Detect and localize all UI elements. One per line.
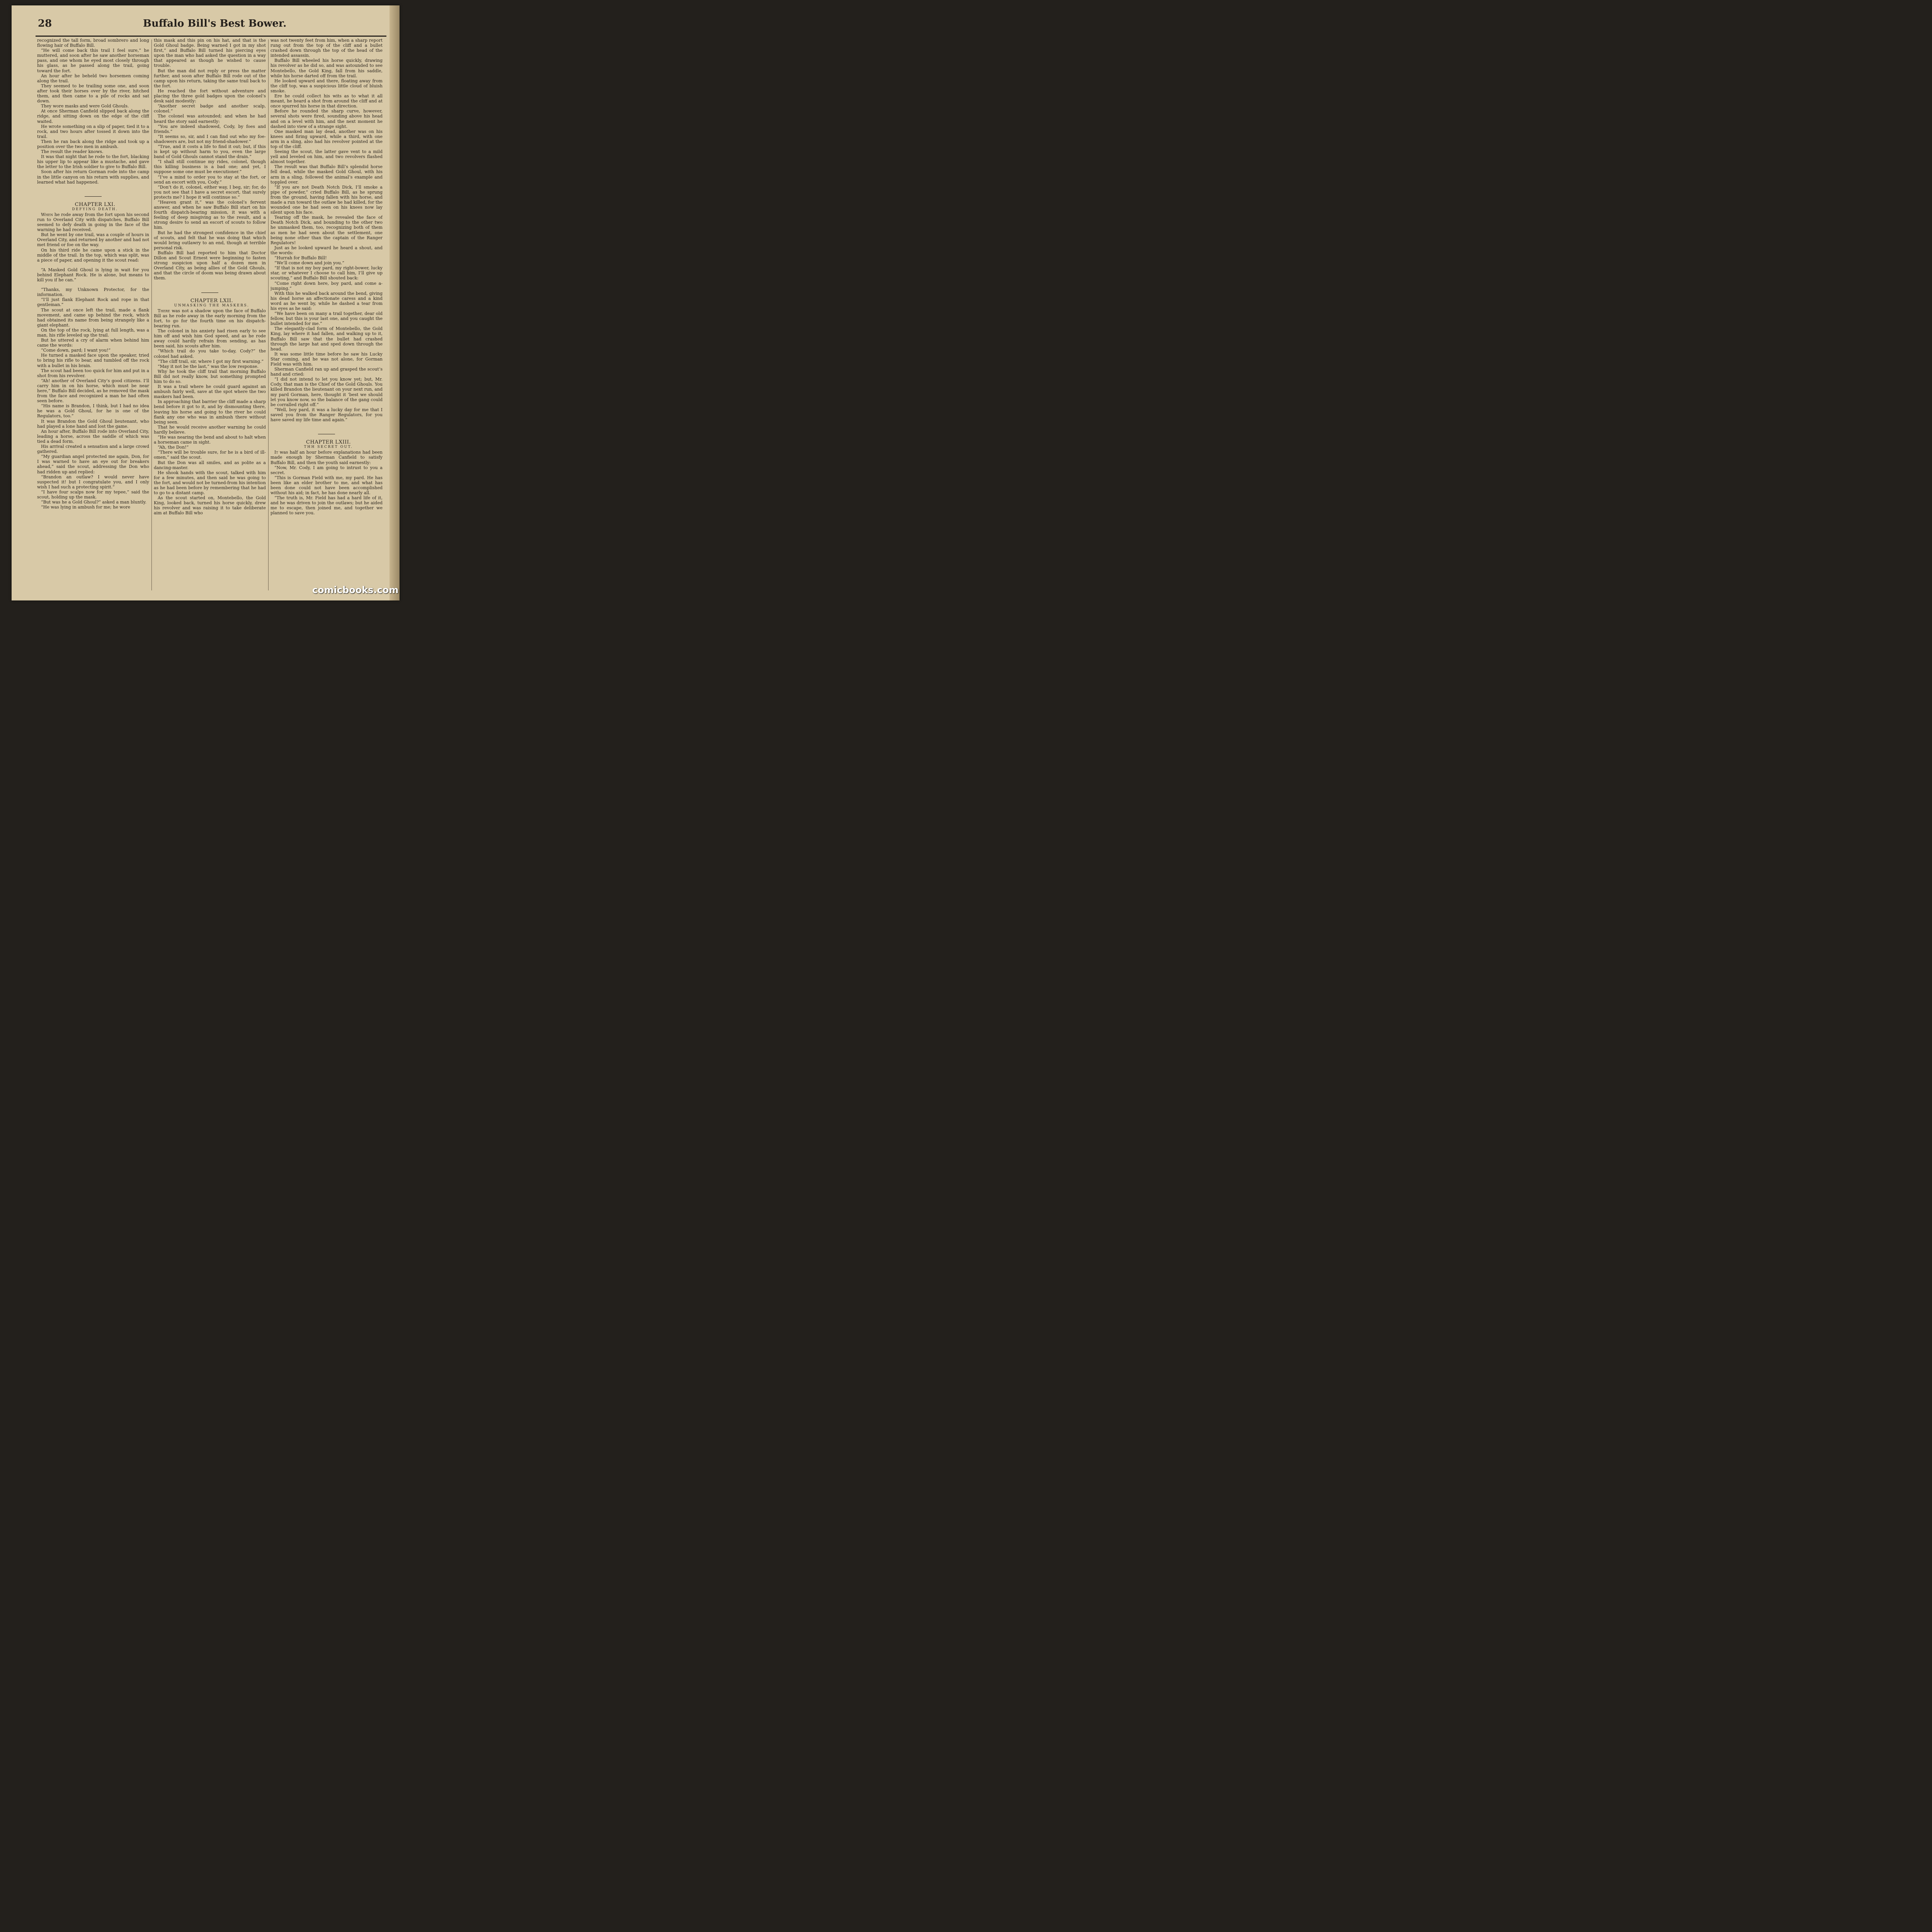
warning-note: “A Masked Gold Ghoul is lying in wait for you behind Elephant Rock. He is alone, but means to kill you if he can.” xyxy=(37,267,149,283)
paragraph: this mask and this pin on his hat, and that is the Gold Ghoul badge. Being warned I got in my shot first,” and Buffalo Bill turned his piercing eyes upon the man who had asked the question in a way that appeared as though he wished to cause trouble. xyxy=(154,38,266,68)
paragraph: recognized the tall form, broad sombrero and long flowing hair of Buffalo Bill. xyxy=(37,38,149,48)
magazine-page xyxy=(12,5,400,600)
paragraph: It was some little time before he saw his Lucky Star coming, and he was not alone, for Gorman Field was with him. xyxy=(270,351,383,367)
chapter-heading: CHAPTER LXII. xyxy=(190,298,233,304)
paragraph: They seemed to be trailing some one, and soon after took their horses over by the river, hitched them, and then came to a pile of rocks and sat down. xyxy=(37,83,149,104)
paragraph: “If you are not Death Notch Dick, I’ll smoke a pipe of powder,” cried Buffalo Bill, as he sprung from the ground, having fallen with his horse, and made a run toward the outlaw he had killed, for the wounded one he had seen on his knees now lay silent upon his face. xyxy=(270,184,383,215)
paragraph: On the top of the rock, lying at full length, was a man, his rifle leveled up the trail. xyxy=(37,327,149,338)
paragraph: Sherman Canfield ran up and grasped the scout’s hand and cried: xyxy=(270,367,383,377)
paragraph: “You are indeed shadowed, Cody, by foes and friends.” xyxy=(154,124,266,134)
paragraph: “Which trail do you take to-day, Cody?” the colonel had asked. xyxy=(154,349,266,359)
chapter-lead-paragraph xyxy=(270,450,383,465)
paragraph: The colonel was astounded; and when he had heard the story said earnestly: xyxy=(154,114,266,124)
paragraph: “It seems so, sir, and I can find out who my foe-shadowers are, but not my friend-shadower.” xyxy=(154,134,266,144)
chapter-lead-paragraph xyxy=(154,308,266,328)
paragraph: The scout had been too quick for him and put in a shot from his revolver. xyxy=(37,368,149,378)
paragraph: But the Don was all smiles, and as polite as a dancing-master. xyxy=(154,460,266,470)
chapter-subtitle: DEFYING DEATH. xyxy=(72,207,118,211)
paragraph-group xyxy=(37,232,149,263)
paragraph-group xyxy=(270,465,383,516)
paragraph: “He was nearing the bend and about to halt when a horseman came in sight. xyxy=(154,435,266,445)
paragraph: “We have been on many a trail together, dear old fellow, but this is your last one, and you caught the bullet intended for me.” xyxy=(270,311,383,327)
chapter-subtitle: UNMASKING THE MASKERS. xyxy=(174,303,250,308)
paragraph: “Don’t do it, colonel, either way, I beg, sir; for, do you not see that I have a secret escort, that surely protects me? I hope it will continue so.” xyxy=(154,184,266,200)
paragraph-group xyxy=(37,287,149,510)
paragraph: He shook hands with the scout, talked with him for a few minutes, and then said he was going to the fort, and would not be turned-from his intention as he had been before by remembering that he had to go to a distant camp. xyxy=(154,470,266,496)
paragraph: He turned a masked face upon the speaker, tried to bring his rifle to bear, and tumbled off the rock with a bullet in his brain. xyxy=(37,353,149,368)
paragraph: Why he took the cliff trail that morning Buffalo Bill did not really know, but something prompted him to do so. xyxy=(154,369,266,384)
lead-text: was half an hour before explanations had been made enough by Sherman Canfield to satisfy Buffalo Bill, and then the youth said earnestly: xyxy=(270,450,383,465)
chapter-heading: CHAPTER LXI. xyxy=(75,201,116,207)
paragraph: On his third ride he came upon a stick in the middle of the trail. In the top, which was split, was a piece of paper, and opening it the scout read: xyxy=(37,247,149,263)
paragraph: Tearing off the mask, he revealed the face of Death Notch Dick, and bounding to the other two he unmasked them, too, recognizing both of them as men he had seen about the settlement, one being none other than the captain of the Ranger Regulators! xyxy=(270,215,383,245)
paragraph: But he had the strongest confidence in the chief of scouts, and felt that he was doing that which would bring outlawry to an end, though at terrible personal risk. xyxy=(154,230,266,250)
lead-word: There xyxy=(158,308,170,313)
paragraph: “Ah, the Don!” xyxy=(158,445,189,450)
paragraph: But the man did not reply or press the matter further, and soon after Buffalo Bill rode out of the camp upon his return, taking the same trail back to the fort. xyxy=(154,68,266,88)
paragraph: He reached the fort without adventure and placing the three gold badges upon the colonel’s desk said modestly: xyxy=(154,88,266,104)
column-divider xyxy=(151,39,152,590)
paragraph: In approaching that barrier the cliff made a sharp bend before it got to it, and by dismounting there, leaving his horse and going to the river he could flank any one who was in ambush there without being seen. xyxy=(154,399,266,425)
running-title: Buffalo Bill's Best Bower. xyxy=(143,18,287,29)
paragraph: “This is Gorman Field with me, my pard. He has been like an elder brother to me, and what has been done could not have been accomplished without his aid; in fact, he has done nearly all. xyxy=(270,475,383,496)
paragraph-group xyxy=(154,38,266,281)
paragraph: “Brandon an outlaw? I would never have suspected it! but I congratulate you, and I only wish I had such a protecting spirit.” xyxy=(37,474,149,490)
paragraph: Before he rounded the sharp curve, however, several shots were fired, sounding above his head and on a level with him, and the next moment he dashed into view of a strange sight. xyxy=(270,109,383,129)
paragraph: “If that is not my boy pard, my right-bower, lucky star, or whatever I choose to call him, I’ll give up scouting,” and Buffalo Bill shouted back: xyxy=(270,265,383,281)
paragraph: “Well, boy pard, it was a lucky day for me that I saved you from the Ranger Regulators, for you have saved my life time and again.” xyxy=(270,407,383,423)
paragraph: Soon after his return Gorman rode into the camp in the little canyon on his return with supplies, and learned what had happened. xyxy=(37,169,149,185)
chapter-lead-paragraph xyxy=(37,212,149,232)
paragraph: Then he ran back along the ridge and took up a position over the two men in ambush. xyxy=(37,139,149,149)
paragraph-group xyxy=(37,38,149,185)
paragraph: “There will be trouble sure, for he is a bird of ill-omen,” said the scout. xyxy=(154,450,266,460)
paragraph: “But was he a Gold Ghoul?” asked a man bluntly. xyxy=(41,500,147,505)
lead-word: When xyxy=(41,212,53,217)
paragraph: “He will come back this trail I feel sure,” he muttered, and soon after he saw another horseman pass, and one whom he eyed most closely through his glass, as he passed along the trail, going toward the fort. xyxy=(37,48,149,73)
header-rule xyxy=(36,36,386,37)
paragraph: With this he walked back around the bend, giving his dead horse an affectionate caress and a kind word as he went by, while he dashed a tear from his eyes as he said: xyxy=(270,291,383,311)
paragraph: But he uttered a cry of alarm when behind him came the words: xyxy=(37,338,149,348)
paragraph: That he would receive another warning he could hardly believe. xyxy=(154,424,266,435)
paragraph: But he went by one trail, was a couple of hours in Overland City, and returned by another and had not met friend or foe on the way. xyxy=(37,232,149,248)
paragraph: “Hurrah for Buffalo Bill! xyxy=(274,255,327,261)
paragraph: “I’ll just flank Elephant Rock and rope in that gentleman.” xyxy=(37,297,149,308)
paragraph: “I have four scalps now for my tepee,” said the scout, holding up the mask. xyxy=(37,489,149,500)
paragraph: One masked man lay dead, another was on his knees and firing upward, while a third, with one arm in a sling, also had his revolver pointed at the top of the cliff. xyxy=(270,129,383,149)
lead-text: he rode away from the fort upon his second run to Overland City with dispatches, Buffalo Bill seemed to defy death in going in the face of the warning he had received. xyxy=(37,212,149,233)
paragraph: The scout at once left the trail, made a flank movement, and came up behind the rock, which had obtained its name from being strangely like a giant elephant. xyxy=(37,307,149,328)
paragraph: “The cliff trail, sir, where I got my first warning.” xyxy=(158,359,264,364)
chapter-rule xyxy=(85,196,102,197)
lead-text: was not a shadow upon the face of Buffalo Bill as he rode away in the early morning from the fort, to go for the fourth time on his dispatch-bearing run. xyxy=(154,308,266,328)
paragraph: The colonel in his anxiety had risen early to see him off and wish him God speed, and as he rode away could hardly refrain from sending, as has been said, his scouts after him. xyxy=(154,328,266,349)
page-spine-edge xyxy=(389,5,400,600)
paragraph: “I’ve a mind to order you to stay at the fort, or send an escort with you, Cody.” xyxy=(154,174,266,185)
paragraph: An hour after he beheld two horsemen coming along the trail. xyxy=(37,73,149,83)
paragraph: It was Brandon the Gold Ghoul lieutenant, who had played a lone hand and lost the game. xyxy=(37,418,149,429)
paragraph-group xyxy=(270,38,383,422)
text-column-1 xyxy=(37,38,149,594)
paragraph: Ere he could collect his wits as to what it all meant, he heard a shot from around the cliff and at once spurred his horse in that direction. xyxy=(270,94,383,109)
paragraph: “Heaven grant it,” was the colonel’s fervent answer, and when he saw Buffalo Bill start on his fourth dispatch-bearing mission, it was with a feeling of deep misgiving as to the result, and a strong desire to send an escort of scouts to follow him. xyxy=(154,200,266,230)
paragraph: “I shall still continue my rides, colonel, though this killing business is a bad one; and yet, I suppose some one must be executioner.” xyxy=(154,159,266,175)
paragraph: Seeing the scout, the latter gave vent to a mild yell and leveled on him, and two revolvers flashed almost together. xyxy=(270,149,383,165)
paragraph: Just as he looked upward he heard a shout, and the words: xyxy=(270,245,383,255)
paragraph: was not twenty feet from him, when a sharp report rung out from the top of the cliff and a bullet crashed down through the top of the head of the intended assassin. xyxy=(270,38,383,58)
paragraph: “True, and it costs a life to find it out; but, if this is kept up without harm to you, even the large band of Gold Ghouls cannot stand the drain.” xyxy=(154,144,266,160)
paragraph: “We’ll come down and join you.” xyxy=(274,260,345,266)
text-column-2 xyxy=(154,38,266,594)
paragraph: His arrival created a sensation and a large crowd gathered. xyxy=(37,444,149,454)
paragraph: The result was that Buffalo Bill’s splendid horse fell dead, while the masked Gold Ghoul, with his arm in a sling, followed the animal’s example and toppled over. xyxy=(270,164,383,185)
chapter-subtitle: THH SECRET OUT. xyxy=(304,445,353,449)
paragraph: “The truth is, Mr. Field has had a hard life of it, and he was driven to join the outlaws; but he aided me to escape, then joined me, and together we planned to save you. xyxy=(270,495,383,516)
paragraph: “Ah! another of Overland City’s good citizens. I’ll carry him in on his horse, which must be near here,” Buffalo Bill decided, as he removed the mask from the face and recognized a man he had often seen before. xyxy=(37,378,149,404)
paragraph: “His name is Brandon, I think, but I had no idea he was a Gold Ghoul, for he is one of the Regulators, too.” xyxy=(37,403,149,419)
paragraph: “May it not be the last,” was the low response. xyxy=(158,364,259,369)
page-header xyxy=(12,16,400,33)
paragraph: “Thanks, my Unknown Protector, for the information. xyxy=(37,287,149,298)
paragraph-group xyxy=(154,328,266,515)
paragraph: Buffalo Bill had reported to him that Doctor Dillon and Scout Ernest were beginning to fasten strong suspicion upon half a dozen men in Overland City, as being allies of the Gold Ghouls, and that the circle of doom was being drawn about them. xyxy=(154,250,266,281)
paragraph: “Come down, pard; I want you!” xyxy=(41,348,111,353)
chapter-heading: CHAPTER LXIII. xyxy=(306,439,351,446)
paragraph: “I did not intend to let you know yet; but, Mr. Cody, that man is the Chief of the Gold Ghouls. You killed Brandon the lieutenant on your next run, and my pard Gorman, here, thought it ’best we should let you know now, so the balance of the gang could be corralled right off.” xyxy=(270,377,383,407)
paragraph: They wore masks and were Gold Ghouls. xyxy=(41,104,129,109)
paragraph: He looked upward and there, floating away from the cliff top, was a suspicious little cloud of bluish smoke. xyxy=(270,78,383,94)
paragraph: An hour after, Buffalo Bill rode into Overland City, leading a horse, across the saddle of which was tied a dead form. xyxy=(37,429,149,444)
paragraph: “Come right down here, boy pard, and come a-jumping.” xyxy=(270,281,383,291)
paragraph: “He was lying in ambush for me; he wore xyxy=(41,505,131,510)
paragraph: The result the reader knows. xyxy=(41,149,104,155)
page-number: 28 xyxy=(38,18,52,29)
paragraph: Buffalo Bill wheeled his horse quickly, drawing his revolver as he did so, and was astounded to see Montebello, the Gold King, fall from his saddle, while his horse darted off from the trail. xyxy=(270,58,383,78)
column-divider xyxy=(268,39,269,590)
paragraph: At once Sherman Canfield slipped back along the ridge, and sitting down on the edge of the cliff waited. xyxy=(37,109,149,124)
watermark: comicbooks.com xyxy=(312,585,399,595)
paragraph: He wrote something on a slip of paper, tied it to a rock, and two hours after tossed it down into the trail. xyxy=(37,124,149,139)
text-column-3 xyxy=(270,38,383,594)
paragraph: “Another secret badge and another scalp, colonel.” xyxy=(154,104,266,114)
lead-word: It xyxy=(274,450,278,455)
paragraph: “Now, Mr. Cody, I am going to intrust to you a secret. xyxy=(270,465,383,475)
paragraph: As the scout started on, Montebello, the Gold King, looked back, turned his horse quickly, drew his revolver and was raising it to take deliberate aim at Buffalo Bill who xyxy=(154,495,266,516)
paragraph: The elegantly-clad form of Montebello, the Gold King, lay where it had fallen, and walking up to it, Buffalo Bill saw that the bullet had crashed through the large hat and sped down through the head. xyxy=(270,326,383,352)
paragraph: It was a trail where he could guard against an ambush fairly well, save at the spot where the two maskers had been. xyxy=(154,384,266,400)
paragraph: “My guardian angel protected me again, Don, for I was warned to have an eye out for breakers ahead,” said the scout, addressing the Don who had ridden up and replied: xyxy=(37,454,149,474)
paragraph: It was that night that he rode to the fort, blacking his upper lip to appear like a mustache, and gave the letter to the Irish soldier to give to Buffalo Bill. xyxy=(37,154,149,170)
